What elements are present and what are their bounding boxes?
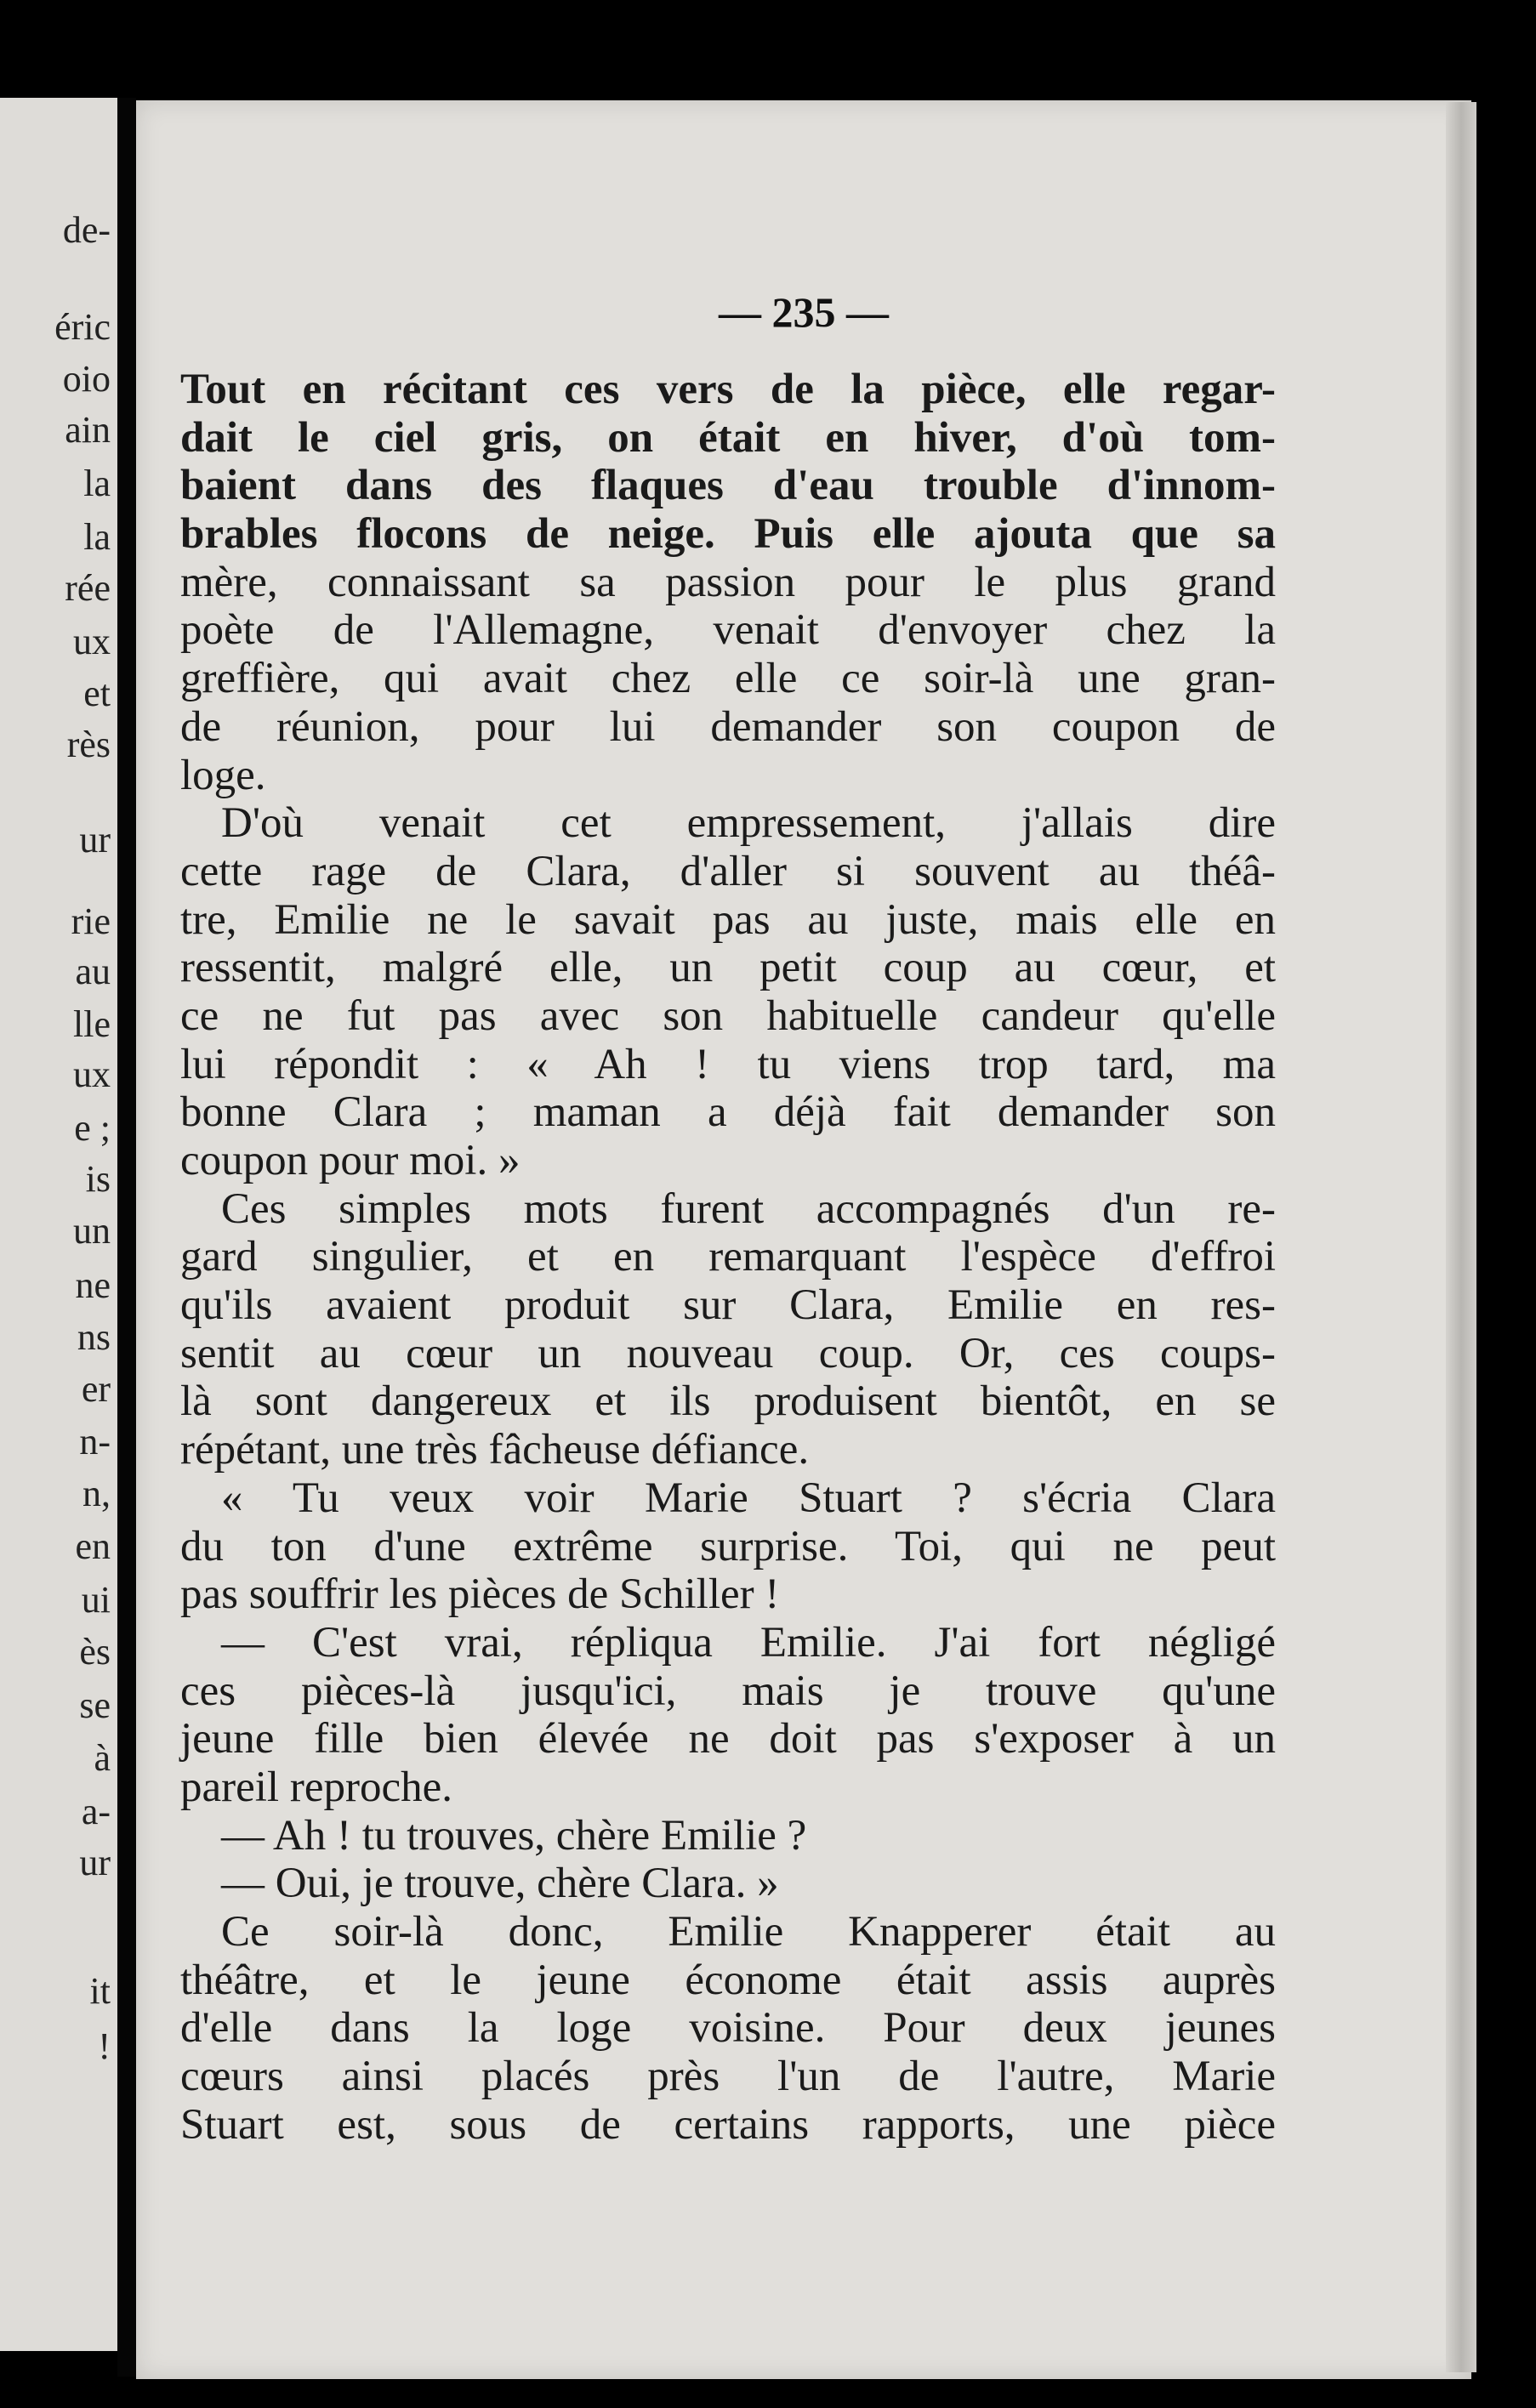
text-line: — Ah ! tu trouves, chère Emilie ? bbox=[221, 1811, 807, 1860]
text-line: brables flocons de neige. Puis elle ajouta que sa bbox=[180, 510, 1276, 559]
left-page-line-fragment: ui bbox=[81, 1578, 111, 1621]
left-page-fragment bbox=[0, 98, 117, 2351]
left-page-line-fragment: la bbox=[83, 462, 111, 504]
text-line: pareil reproche. bbox=[180, 1763, 452, 1811]
text-line: sentit au cœur un nouveau coup. Or, ces coups- bbox=[180, 1329, 1276, 1377]
left-page-line-fragment: lle bbox=[73, 1002, 111, 1045]
page-number: — 235 — bbox=[719, 288, 889, 336]
text-line: de réunion, pour lui demander son coupon de bbox=[180, 702, 1276, 751]
text-line: qu'ils avaient produit sur Clara, Emilie en res- bbox=[180, 1281, 1276, 1330]
left-page-line-fragment: à bbox=[94, 1736, 111, 1779]
text-line: cette rage de Clara, d'aller si souvent au théâ- bbox=[180, 847, 1276, 895]
left-page-line-fragment: it bbox=[89, 1970, 111, 2013]
left-page-line-fragment: un bbox=[73, 1210, 111, 1252]
left-page-line-fragment: ! bbox=[98, 2025, 111, 2068]
text-line: bonne Clara ; maman a déjà fait demander son bbox=[180, 1088, 1276, 1137]
text-line: ressentit, malgré elle, un petit coup au cœur, et bbox=[180, 944, 1276, 992]
page-body-text bbox=[180, 366, 1276, 2149]
text-line: — C'est vrai, répliqua Emilie. J'ai fort négligé bbox=[221, 1618, 1276, 1667]
left-page-line-fragment: rie bbox=[71, 900, 111, 942]
text-line: ces pièces-là jusqu'ici, mais je trouve qu'une bbox=[180, 1667, 1276, 1715]
text-line: mère, connaissant sa passion pour le plus grand bbox=[180, 558, 1276, 606]
left-page-line-fragment: ux bbox=[73, 1054, 111, 1096]
left-page-line-fragment: en bbox=[75, 1525, 111, 1567]
left-page-line-fragment: e ; bbox=[74, 1107, 111, 1150]
text-line: loge. bbox=[180, 751, 266, 799]
text-line: Ces simples mots furent accompagnés d'un re- bbox=[221, 1184, 1276, 1233]
text-line: jeune fille bien élevée ne doit pas s'exposer à un bbox=[180, 1715, 1276, 1763]
left-page-line-fragment: oio bbox=[62, 357, 111, 400]
text-line: Ce soir-là donc, Emilie Knapperer était au bbox=[221, 1908, 1276, 1956]
left-page-line-fragment: la bbox=[83, 516, 111, 558]
left-page-line-fragment: n, bbox=[82, 1473, 111, 1515]
left-page-line-fragment: is bbox=[85, 1157, 111, 1200]
text-line: baient dans des flaques d'eau trouble d'innom- bbox=[180, 462, 1276, 510]
left-page-line-fragment: ès bbox=[79, 1631, 111, 1673]
left-page-line-fragment: a- bbox=[81, 1790, 111, 1832]
text-line: théâtre, et le jeune économe était assis auprès bbox=[180, 1956, 1276, 2004]
text-line: — Oui, je trouve, chère Clara. » bbox=[221, 1860, 779, 1908]
text-line: d'elle dans la loge voisine. Pour deux jeunes bbox=[180, 2004, 1276, 2053]
text-line: là sont dangereux et ils produisent bientôt, en se bbox=[180, 1377, 1276, 1426]
left-page-line-fragment: ns bbox=[77, 1315, 111, 1358]
left-page-line-fragment: et bbox=[83, 673, 111, 715]
right-page bbox=[136, 100, 1471, 2379]
page-edges bbox=[1446, 102, 1476, 2372]
text-line: tre, Emilie ne le savait pas au juste, mais elle en bbox=[180, 895, 1276, 944]
left-page-line-fragment: ur bbox=[79, 818, 111, 860]
text-line: D'où venait cet empressement, j'allais dire bbox=[221, 799, 1276, 848]
left-page-line-fragment: ur bbox=[79, 1841, 111, 1883]
left-page-line-fragment: rée bbox=[65, 566, 111, 609]
left-page-line-fragment: ne bbox=[75, 1264, 111, 1306]
left-page-line-fragment: se bbox=[79, 1684, 111, 1727]
text-line: lui répondit : « Ah ! tu viens trop tard, ma bbox=[180, 1040, 1276, 1088]
text-line: « Tu veux voir Marie Stuart ? s'écria Clara bbox=[221, 1474, 1276, 1522]
text-line: répétant, une très fâcheuse défiance. bbox=[180, 1426, 810, 1474]
book-gutter bbox=[117, 98, 136, 2377]
text-line: gard singulier, et en remarquant l'espèce d'effroi bbox=[180, 1233, 1276, 1281]
text-line: dait le ciel gris, on était en hiver, d'où tom- bbox=[180, 413, 1276, 462]
left-page-line-fragment: rès bbox=[66, 723, 111, 765]
text-line: coupon pour moi. » bbox=[180, 1137, 521, 1184]
left-page-line-fragment: er bbox=[81, 1368, 111, 1411]
text-line: poète de l'Allemagne, venait d'envoyer chez la bbox=[180, 606, 1276, 655]
left-page-line-fragment: au bbox=[75, 951, 111, 993]
text-line: pas souffrir les pièces de Schiller ! bbox=[180, 1570, 780, 1619]
left-page-line-fragment: ux bbox=[73, 620, 111, 662]
text-line: ce ne fut pas avec son habituelle candeur qu'elle bbox=[180, 991, 1276, 1040]
text-line: greffière, qui avait chez elle ce soir-là une gran- bbox=[180, 655, 1276, 703]
text-line: Tout en récitant ces vers de la pièce, elle regar- bbox=[180, 366, 1276, 413]
left-page-line-fragment: n- bbox=[79, 1420, 111, 1462]
text-line: cœurs ainsi placés près l'un de l'autre, Marie bbox=[180, 2053, 1276, 2101]
left-page-line-fragment: éric bbox=[54, 305, 111, 348]
left-page-line-fragment: ain bbox=[65, 408, 111, 451]
left-page-line-fragment: de- bbox=[62, 208, 111, 251]
text-line: Stuart est, sous de certains rapports, une pièce bbox=[180, 2100, 1276, 2149]
text-line: du ton d'une extrême surprise. Toi, qui ne peut bbox=[180, 1522, 1276, 1570]
